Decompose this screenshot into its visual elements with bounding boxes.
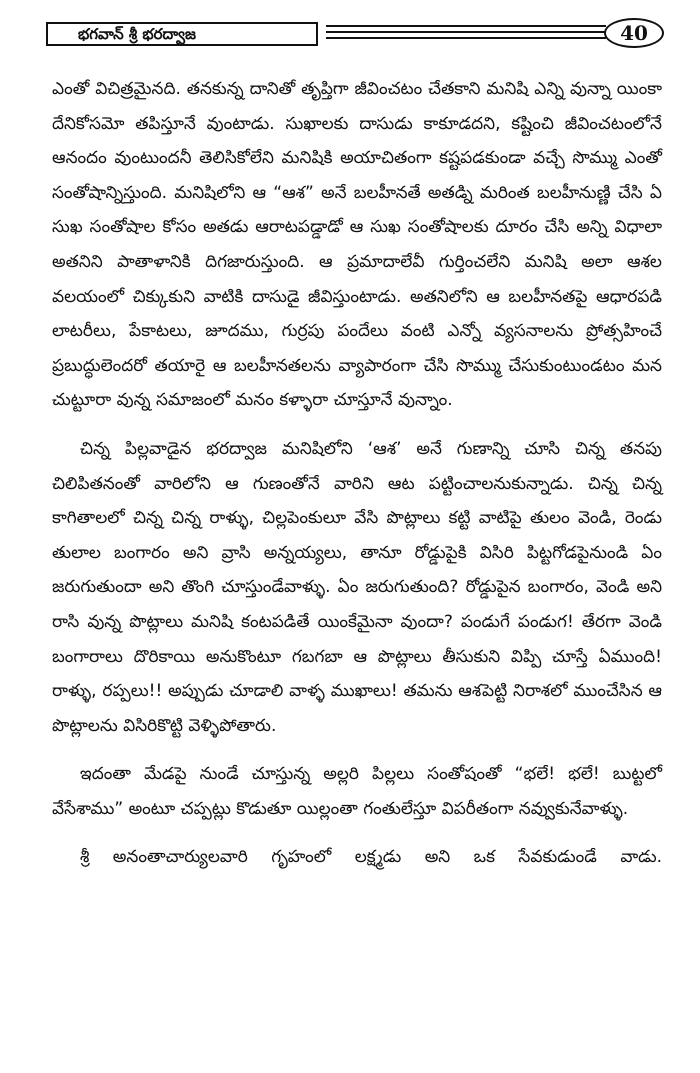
page-number: 40 — [604, 18, 664, 48]
paragraph-1: ఎంతో విచిత్రమైనది. తనకున్న దానితో తృప్తిగా జీవించటం చేతకాని మనిషి ఎన్ని వున్నా యింకా దేనికోసమో తపిస్తూనే వుంటాడు. సుఖాలకు దాసుడు కాకూడదని, కష్టించి జీవించటంలోనే ఆనందం వుంటుందనీ తెలిసికోలేని మనిషికి అయాచితంగా కష్టపడకుండా వచ్చే సొమ్ము ఎంతో సంతోషాన్నిస్తుంది. మనిషిలోని ఆ “ఆశ” అనే బలహీనతే అతడ్ని మరింత బలహీనుణ్ణి చేసి ఏ సుఖ సంతోషాల కోసం అతడు ఆరాటపడ్డాడో ఆ సుఖ సంతోషాలకు దూరం చేసి అన్ని విధాలా అతనిని పాతాళానికి దిగజారుస్తుంది. ఆ ప్రమాదాలేవీ గుర్తించలేని మనిషి అలా ఆశల వలయంలో చిక్కుకుని వాటికి దాసుడై జీవిస్తుంటాడు. అతనిలోని ఆ బలహీనతపై ఆధారపడి లాటరీలు, పేకాటలు, జూదము, గుర్రపు పందేలు వంటి ఎన్నో వ్యసనాలను ప్రోత్సహించే ప్రబుద్ధులెందరో తయారై ఆ బలహీనతలను వ్యాపారంగా చేసి సొమ్ము చేసుకుంటుండటం మన చుట్టూరా వున్న సమాజంలో మనం కళ్ళారా చూస్తూనే వున్నాం. — [52, 79, 662, 411]
running-title: భగవాన్ శ్రీ భరద్వాజ — [46, 22, 318, 46]
running-header — [46, 18, 666, 54]
page-body — [52, 72, 662, 875]
paragraph-4: శ్రీ అనంతాచార్యులవారి గృహంలో లక్ష్మడు అని ఒక సేవకుడుండే వాడు. — [80, 847, 662, 868]
header-rule-lines — [326, 25, 606, 43]
paragraph-3: ఇదంతా మేడపై నుండే చూస్తున్న అల్లరి పిల్లలు సంతోషంతో “భలే! భలే! బుట్టలో వేసేశాము” అంటూ చప్పట్లు కొడుతూ యిల్లంతా గంతులేస్తూ విపరీతంగా నవ్వుకునేవాళ్ళు. — [52, 764, 662, 819]
paragraph-2: చిన్న పిల్లవాడైన భరద్వాజ మనిషిలోని ‘ఆశ’ అనే గుణాన్ని చూసి చిన్న తనపు చిలిపితనంతో వారిలోని ఆ గుణంతోనే వారిని ఆట పట్టించాలనుకున్నాడు. చిన్న చిన్న కాగితాలలో చిన్న చిన్న రాళ్ళు, చిల్లపెంకులూ వేసి పొట్లాలు కట్టి వాటిపై తులం వెండి, రెండు తులాల బంగారం అని వ్రాసి అన్నయ్యలు, తానూ రోడ్డుపైకి విసిరి పిట్టగోడపైనుండి ఏం జరుగుతుందా అని తొంగి చూస్తుండేవాళ్ళు. ఏం జరుగుతుంది? రోడ్డుపైన బంగారం, వెండి అని రాసి వున్న పొట్లాలు మనిషి కంటపడితే యింకేమైనా వుందా? పండుగే పండుగ! తేరగా వెండి బంగారాలు దొరికాయి అనుకొంటూ గబగబా ఆ పొట్లాలు తీసుకుని విప్పి చూస్తే ఏముంది! రాళ్ళు, రప్పలు!! అప్పుడు చూడాలి వాళ్ళ ముఖాలు! తమను ఆశపెట్టి నిరాశలో ముంచేసిన ఆ పొట్లాలను విసిరికొట్టి వెళ్ళిపోతారు. — [52, 438, 662, 736]
